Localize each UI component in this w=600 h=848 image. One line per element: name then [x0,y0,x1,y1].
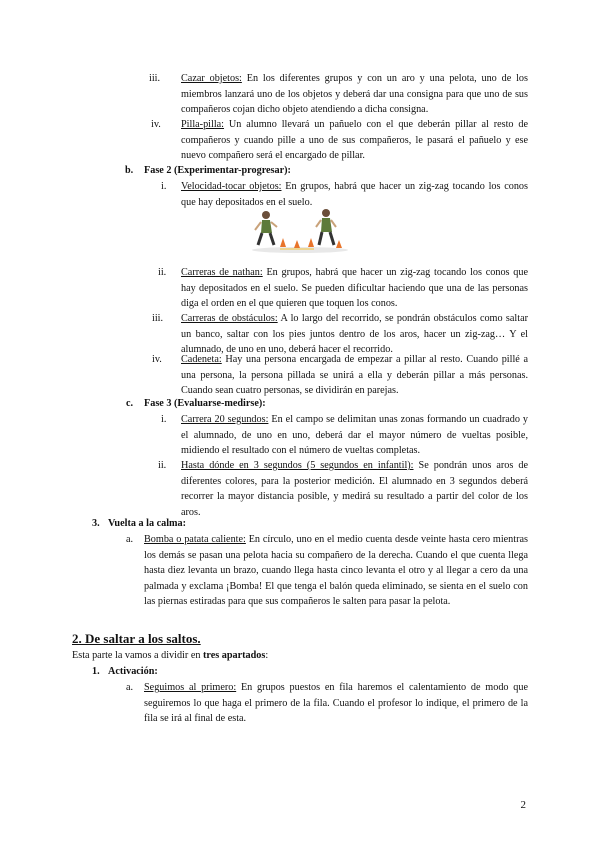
marker: ii. [158,460,167,471]
item-text: En grupos, habrá que hacer un zig-zag tocando los conos que hay depositados en el suelo. Se pueden dificultar haciendo que una de las personas diga el orden en el que quieren que toquen los conos. [181,267,528,310]
item-title: Bomba o patata caliente: [144,534,246,545]
marker: a. [126,534,134,545]
item-title: Carrera 20 segundos: [181,414,269,425]
marker: i. [161,181,167,192]
list-item [181,265,528,312]
marker: ii. [158,267,167,278]
list-item [181,71,528,118]
section-heading: Activación: [108,666,158,677]
item-title: Pilla-pilla: [181,119,225,130]
list-item [181,352,528,399]
page-number: 2 [520,799,526,811]
list-item [144,680,528,727]
item-text: Un alumno llevará un pañuelo con el que deberán pillar al resto de compañeros y cuando pille a uno de sus compañeros, le pasará el pañuelo y ese nuevo compañero será el encargado de pillar. [181,119,528,162]
cone-icon [336,240,342,248]
marker: 1. [92,666,100,677]
cone-icon [308,238,314,247]
list-item [144,532,528,610]
section-title: 2. De saltar a los saltos. [72,631,201,646]
item-text: Hay una persona encargada de empezar a pillar al resto. Cuando pillé a una persona, la persona pillada se unirá a ella y deberán pillar a más personas. Cuando sean cuatro personas, se dividirán en parejas. [181,354,528,397]
item-title: Hasta dónde en 3 segundos (5 segundos en infantil): [181,460,414,471]
item-text: En los diferentes grupos y con un aro y una pelota, uno de los miembros lanzará uno de los objetos y deberá dar una consigna para que uno de sus compañeros cojan dicho objeto atendiendo a dicha consigna. [181,73,528,116]
intro-text: Esta parte la vamos a dividir en [72,650,203,661]
item-title: Seguimos al primero: [144,682,237,693]
marker: iii. [152,313,164,324]
intro-bold: tres apartados [202,650,266,661]
marker: iv. [151,119,161,130]
item-text: En el campo se delimitan unas zonas formando un cuadrado y el alumnado, de uno en uno, deberá dar el mayor número de vueltas posible, midiendo el resultado con el número de vueltas completas. [181,414,528,457]
marker: a. [126,682,134,693]
item-text: Se pondrán unos aros de diferentes colores, para la posterior medición. El alumnado en 3 segundos deberá recorrer la mayor distancia posible, y medirá su resultado a partir del color de los aros. [181,460,528,518]
runner-left-icon [255,211,277,245]
intro-end: : [265,650,269,661]
zigzag-cones-illustration [250,205,350,255]
runner-right-icon [316,209,336,245]
list-item [181,458,528,520]
marker: iv. [152,354,162,365]
item-title: Carreras de obstáculos: [181,313,278,324]
intro-paragraph [72,648,268,664]
item-text: En grupos puestos en fila haremos el calentamiento de modo que seguiremos lo que haga el primero de la fila. Cuando el profesor lo indique, el primero de la fila se irá al final de esta. [144,682,528,725]
marker: i. [161,414,167,425]
cone-icon [294,240,300,248]
section-heading: Vuelta a la calma: [108,518,187,529]
item-text: En círculo, uno en el medio cuenta desde veinte hasta cero mientras los demás se pasan una pelota hacia su compañero de la derecha. Cuando el que cuenta llega hasta diez levanta un brazo, cuando llega hasta cinco levanta el otro y al llegar a cero da una palmada y exclama ¡Bomba! El que tenga el balón queda eliminado, se sienta en el suelo con las piernas estiradas para que sus compañeros le salten para pasar la pelota. [144,534,528,608]
phase-heading: Fase 3 (Evaluarse-medirse): [144,398,266,409]
marker: c. [126,398,134,409]
item-text: En grupos, habrá que hacer un zig-zag tocando los conos que hay depositados en el suelo. [181,181,528,208]
cone-icon [280,238,286,247]
marker: b. [125,165,134,176]
list-item [181,179,528,210]
item-text: A lo largo del recorrido, se pondrán obstáculos como saltar un banco, saltar con los pies juntos dentro de los aros, hacer un zig-zag… Y el alumnado, de uno en uno, deberá hacer el recorrido. [181,313,528,356]
marker: 3. [92,518,100,529]
marker: iii. [149,73,161,84]
list-item [181,311,528,358]
item-title: Carreras de nathan: [181,267,263,278]
phase-heading: Fase 2 (Experimentar-progresar): [144,165,291,176]
list-item [181,117,528,164]
list-item [181,412,528,459]
item-title: Cadeneta: [181,354,222,365]
item-title: Velocidad-tocar objetos: [181,181,282,192]
item-title: Cazar objetos: [181,73,242,84]
